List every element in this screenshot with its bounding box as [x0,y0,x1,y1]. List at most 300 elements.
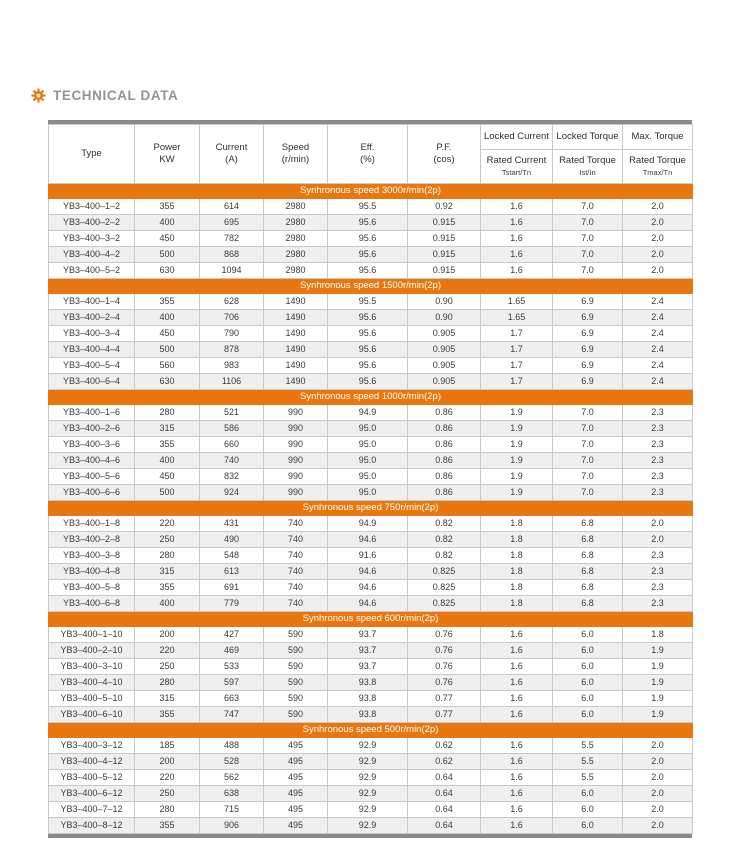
value-cell: 400 [135,215,200,231]
value-cell: 990 [264,437,328,453]
section-title: Synhronous speed 1500r/min(2p) [49,279,693,294]
value-cell: 0.76 [408,643,481,659]
value-cell: 315 [135,691,200,707]
value-cell: 0.64 [408,786,481,802]
value-cell: 94.6 [328,596,408,612]
value-cell: 6.8 [553,580,623,596]
value-cell: 0.825 [408,596,481,612]
value-cell: 0.64 [408,818,481,834]
value-cell: 95.6 [328,326,408,342]
value-cell: 2.4 [623,310,693,326]
section-title: Synhronous speed 1000r/min(2p) [49,390,693,405]
value-cell: 280 [135,548,200,564]
value-cell: 990 [264,469,328,485]
type-cell: YB3–400–2–2 [49,215,135,231]
value-cell: 740 [264,564,328,580]
value-cell: 355 [135,437,200,453]
value-cell: 6.0 [553,691,623,707]
value-cell: 1490 [264,310,328,326]
value-cell: 0.90 [408,310,481,326]
value-cell: 1.8 [481,564,553,580]
value-cell: 92.9 [328,786,408,802]
type-cell: YB3–400–2–10 [49,643,135,659]
type-cell: YB3–400–6–4 [49,374,135,390]
value-cell: 495 [264,738,328,754]
value-cell: 1.6 [481,199,553,215]
section-title: Synhronous speed 500r/min(2p) [49,723,693,738]
value-cell: 6.0 [553,675,623,691]
value-cell: 0.77 [408,691,481,707]
value-cell: 663 [200,691,264,707]
value-cell: 2.4 [623,294,693,310]
value-cell: 495 [264,770,328,786]
value-cell: 6.0 [553,802,623,818]
value-cell: 450 [135,469,200,485]
value-cell: 1.6 [481,643,553,659]
value-cell: 0.86 [408,485,481,501]
value-cell: 0.86 [408,437,481,453]
value-cell: 95.6 [328,231,408,247]
value-cell: 528 [200,754,264,770]
table-row [49,294,693,310]
value-cell: 779 [200,596,264,612]
value-cell: 740 [264,596,328,612]
value-cell: 6.9 [553,294,623,310]
value-cell: 1.6 [481,215,553,231]
value-cell: 1.6 [481,818,553,834]
value-cell: 6.0 [553,707,623,723]
value-cell: 93.8 [328,691,408,707]
table-row [49,310,693,326]
value-cell: 94.6 [328,580,408,596]
value-cell: 92.9 [328,818,408,834]
value-cell: 1490 [264,374,328,390]
value-cell: 2980 [264,199,328,215]
col-subheader-rated-torque-tmax: Rated Torque Tmax/Tn [623,150,693,184]
value-cell: 0.915 [408,231,481,247]
value-cell: 747 [200,707,264,723]
value-cell: 93.8 [328,707,408,723]
value-cell: 2.0 [623,754,693,770]
value-cell: 2980 [264,231,328,247]
table-row [49,770,693,786]
value-cell: 1.6 [481,675,553,691]
value-cell: 1106 [200,374,264,390]
type-cell: YB3–400–1–4 [49,294,135,310]
value-cell: 1.7 [481,326,553,342]
value-cell: 95.0 [328,485,408,501]
value-cell: 95.6 [328,358,408,374]
value-cell: 7.0 [553,437,623,453]
col-header-eff: Eff. (%) [328,125,408,184]
value-cell: 691 [200,580,264,596]
value-cell: 94.9 [328,405,408,421]
value-cell: 1.6 [481,770,553,786]
type-cell: YB3–400–5–12 [49,770,135,786]
value-cell: 2.0 [623,231,693,247]
type-cell: YB3–400–3–6 [49,437,135,453]
value-cell: 1.6 [481,247,553,263]
value-cell: 94.6 [328,564,408,580]
value-cell: 2.0 [623,738,693,754]
value-cell: 2.0 [623,770,693,786]
table-row [49,199,693,215]
value-cell: 0.76 [408,659,481,675]
value-cell: 740 [200,453,264,469]
value-cell: 95.6 [328,342,408,358]
col-header-max-torque: Max. Torque [623,125,693,150]
value-cell: 2.0 [623,516,693,532]
value-cell: 715 [200,802,264,818]
type-cell: YB3–400–7–12 [49,802,135,818]
table-row [49,818,693,834]
value-cell: 0.64 [408,770,481,786]
value-cell: 548 [200,548,264,564]
value-cell: 2.0 [623,818,693,834]
value-cell: 0.77 [408,707,481,723]
value-cell: 1.8 [481,580,553,596]
value-cell: 0.905 [408,374,481,390]
value-cell: 495 [264,818,328,834]
table-row [49,358,693,374]
value-cell: 92.9 [328,738,408,754]
value-cell: 1.7 [481,342,553,358]
value-cell: 586 [200,421,264,437]
table-row [49,707,693,723]
value-cell: 92.9 [328,802,408,818]
value-cell: 832 [200,469,264,485]
value-cell: 94.9 [328,516,408,532]
value-cell: 2.0 [623,532,693,548]
value-cell: 185 [135,738,200,754]
value-cell: 630 [135,263,200,279]
value-cell: 7.0 [553,199,623,215]
value-cell: 6.9 [553,342,623,358]
value-cell: 1.6 [481,786,553,802]
value-cell: 0.90 [408,294,481,310]
value-cell: 740 [264,516,328,532]
value-cell: 1.9 [481,485,553,501]
value-cell: 1.6 [481,263,553,279]
value-cell: 2.3 [623,405,693,421]
value-cell: 280 [135,675,200,691]
value-cell: 990 [264,421,328,437]
value-cell: 450 [135,231,200,247]
value-cell: 6.0 [553,786,623,802]
type-cell: YB3–400–3–10 [49,659,135,675]
value-cell: 0.86 [408,469,481,485]
value-cell: 740 [264,580,328,596]
section-header-row [49,279,693,294]
value-cell: 0.82 [408,532,481,548]
value-cell: 2.0 [623,263,693,279]
value-cell: 0.82 [408,548,481,564]
value-cell: 500 [135,342,200,358]
value-cell: 2.0 [623,199,693,215]
value-cell: 495 [264,786,328,802]
value-cell: 1.9 [623,675,693,691]
type-cell: YB3–400–1–10 [49,627,135,643]
value-cell: 0.82 [408,516,481,532]
value-cell: 92.9 [328,770,408,786]
value-cell: 0.905 [408,358,481,374]
table-row [49,738,693,754]
value-cell: 2.0 [623,247,693,263]
value-cell: 95.6 [328,215,408,231]
type-cell: YB3–400–6–12 [49,786,135,802]
type-cell: YB3–400–6–8 [49,596,135,612]
table-body [49,184,693,834]
value-cell: 660 [200,437,264,453]
value-cell: 6.8 [553,596,623,612]
value-cell: 613 [200,564,264,580]
value-cell: 1.6 [481,659,553,675]
value-cell: 220 [135,643,200,659]
table-row [49,516,693,532]
value-cell: 1.9 [481,437,553,453]
value-cell: 2.4 [623,374,693,390]
value-cell: 7.0 [553,405,623,421]
type-cell: YB3–400–6–10 [49,707,135,723]
value-cell: 706 [200,310,264,326]
value-cell: 0.86 [408,405,481,421]
table-row [49,596,693,612]
value-cell: 906 [200,818,264,834]
value-cell: 1490 [264,358,328,374]
value-cell: 1.9 [623,707,693,723]
value-cell: 2980 [264,247,328,263]
type-cell: YB3–400–3–8 [49,548,135,564]
type-cell: YB3–400–4–10 [49,675,135,691]
value-cell: 6.0 [553,627,623,643]
value-cell: 93.7 [328,627,408,643]
value-cell: 6.8 [553,532,623,548]
type-cell: YB3–400–2–6 [49,421,135,437]
value-cell: 878 [200,342,264,358]
value-cell: 92.9 [328,754,408,770]
value-cell: 0.915 [408,263,481,279]
value-cell: 990 [264,405,328,421]
type-cell: YB3–400–5–4 [49,358,135,374]
value-cell: 6.0 [553,643,623,659]
col-header-pf: P.F. (cos) [408,125,481,184]
section-header-row [49,501,693,516]
value-cell: 590 [264,659,328,675]
value-cell: 1.9 [481,405,553,421]
value-cell: 868 [200,247,264,263]
gear-icon [31,88,46,103]
type-cell: YB3–400–8–12 [49,818,135,834]
value-cell: 469 [200,643,264,659]
table-row [49,326,693,342]
col-header-locked-torque: Locked Torque [553,125,623,150]
value-cell: 2.4 [623,358,693,374]
value-cell: 1.6 [481,754,553,770]
value-cell: 400 [135,453,200,469]
table-header [49,125,693,184]
value-cell: 1.65 [481,294,553,310]
value-cell: 695 [200,215,264,231]
value-cell: 250 [135,659,200,675]
value-cell: 0.76 [408,627,481,643]
value-cell: 400 [135,310,200,326]
value-cell: 1.8 [481,516,553,532]
value-cell: 1.6 [481,627,553,643]
section-header-row [49,184,693,199]
value-cell: 1.9 [481,421,553,437]
value-cell: 1.6 [481,231,553,247]
col-header-type: Type [49,125,135,184]
value-cell: 7.0 [553,469,623,485]
value-cell: 628 [200,294,264,310]
value-cell: 2.4 [623,326,693,342]
col-header-current: Current (A) [200,125,264,184]
value-cell: 2.0 [623,786,693,802]
value-cell: 95.0 [328,421,408,437]
value-cell: 590 [264,675,328,691]
value-cell: 740 [264,532,328,548]
type-cell: YB3–400–6–6 [49,485,135,501]
value-cell: 638 [200,786,264,802]
type-cell: YB3–400–2–4 [49,310,135,326]
value-cell: 0.76 [408,675,481,691]
table-row [49,754,693,770]
value-cell: 1.9 [481,453,553,469]
value-cell: 93.8 [328,675,408,691]
table-row [49,231,693,247]
value-cell: 0.62 [408,754,481,770]
value-cell: 0.86 [408,421,481,437]
type-cell: YB3–400–1–8 [49,516,135,532]
value-cell: 250 [135,786,200,802]
value-cell: 93.7 [328,659,408,675]
value-cell: 355 [135,294,200,310]
type-cell: YB3–400–5–10 [49,691,135,707]
section-title: Synhronous speed 3000r/min(2p) [49,184,693,199]
value-cell: 0.915 [408,215,481,231]
value-cell: 6.9 [553,326,623,342]
type-cell: YB3–400–3–2 [49,231,135,247]
value-cell: 0.905 [408,326,481,342]
value-cell: 790 [200,326,264,342]
value-cell: 782 [200,231,264,247]
table-row [49,627,693,643]
type-cell: YB3–400–4–12 [49,754,135,770]
value-cell: 2.3 [623,564,693,580]
value-cell: 95.6 [328,374,408,390]
value-cell: 200 [135,754,200,770]
value-cell: 2.3 [623,421,693,437]
value-cell: 1.9 [623,659,693,675]
table-row [49,453,693,469]
col-subheader-rated-torque-ist: Rated Torque Ist/In [553,150,623,184]
value-cell: 91.6 [328,548,408,564]
value-cell: 95.0 [328,469,408,485]
value-cell: 355 [135,199,200,215]
value-cell: 6.9 [553,310,623,326]
value-cell: 500 [135,247,200,263]
section-header-row [49,723,693,738]
value-cell: 590 [264,707,328,723]
value-cell: 924 [200,485,264,501]
value-cell: 0.86 [408,453,481,469]
value-cell: 95.0 [328,437,408,453]
value-cell: 2.3 [623,485,693,501]
col-subheader-rated-current: Rated Current Tstart/Tn [481,150,553,184]
value-cell: 2.4 [623,342,693,358]
type-cell: YB3–400–5–6 [49,469,135,485]
value-cell: 590 [264,627,328,643]
col-header-locked-current: Locked Current [481,125,553,150]
value-cell: 1.6 [481,738,553,754]
value-cell: 6.9 [553,358,623,374]
value-cell: 95.5 [328,199,408,215]
value-cell: 495 [264,754,328,770]
value-cell: 533 [200,659,264,675]
table-row [49,691,693,707]
value-cell: 2980 [264,263,328,279]
table-row [49,675,693,691]
value-cell: 2.3 [623,469,693,485]
value-cell: 6.9 [553,374,623,390]
value-cell: 0.825 [408,564,481,580]
table-row [49,659,693,675]
value-cell: 490 [200,532,264,548]
value-cell: 1.7 [481,358,553,374]
value-cell: 614 [200,199,264,215]
value-cell: 6.0 [553,818,623,834]
value-cell: 1.9 [623,643,693,659]
value-cell: 450 [135,326,200,342]
page-title: TECHNICAL DATA [53,88,179,103]
value-cell: 740 [264,548,328,564]
section-title: Synhronous speed 750r/min(2p) [49,501,693,516]
value-cell: 93.7 [328,643,408,659]
value-cell: 355 [135,580,200,596]
table-row [49,532,693,548]
value-cell: 6.0 [553,659,623,675]
value-cell: 488 [200,738,264,754]
section-title: Synhronous speed 600r/min(2p) [49,612,693,627]
value-cell: 1.6 [481,802,553,818]
value-cell: 1094 [200,263,264,279]
value-cell: 95.6 [328,263,408,279]
value-cell: 983 [200,358,264,374]
value-cell: 590 [264,643,328,659]
value-cell: 250 [135,532,200,548]
value-cell: 2.0 [623,802,693,818]
value-cell: 220 [135,770,200,786]
value-cell: 280 [135,405,200,421]
value-cell: 5.5 [553,770,623,786]
col-header-speed: Speed (r/min) [264,125,328,184]
value-cell: 5.5 [553,754,623,770]
value-cell: 990 [264,453,328,469]
value-cell: 1.8 [481,548,553,564]
value-cell: 0.64 [408,802,481,818]
type-cell: YB3–400–5–2 [49,263,135,279]
value-cell: 2.3 [623,548,693,564]
value-cell: 597 [200,675,264,691]
value-cell: 0.62 [408,738,481,754]
table-row [49,643,693,659]
value-cell: 2.3 [623,437,693,453]
value-cell: 6.8 [553,564,623,580]
value-cell: 630 [135,374,200,390]
value-cell: 1.9 [623,691,693,707]
value-cell: 495 [264,802,328,818]
value-cell: 427 [200,627,264,643]
